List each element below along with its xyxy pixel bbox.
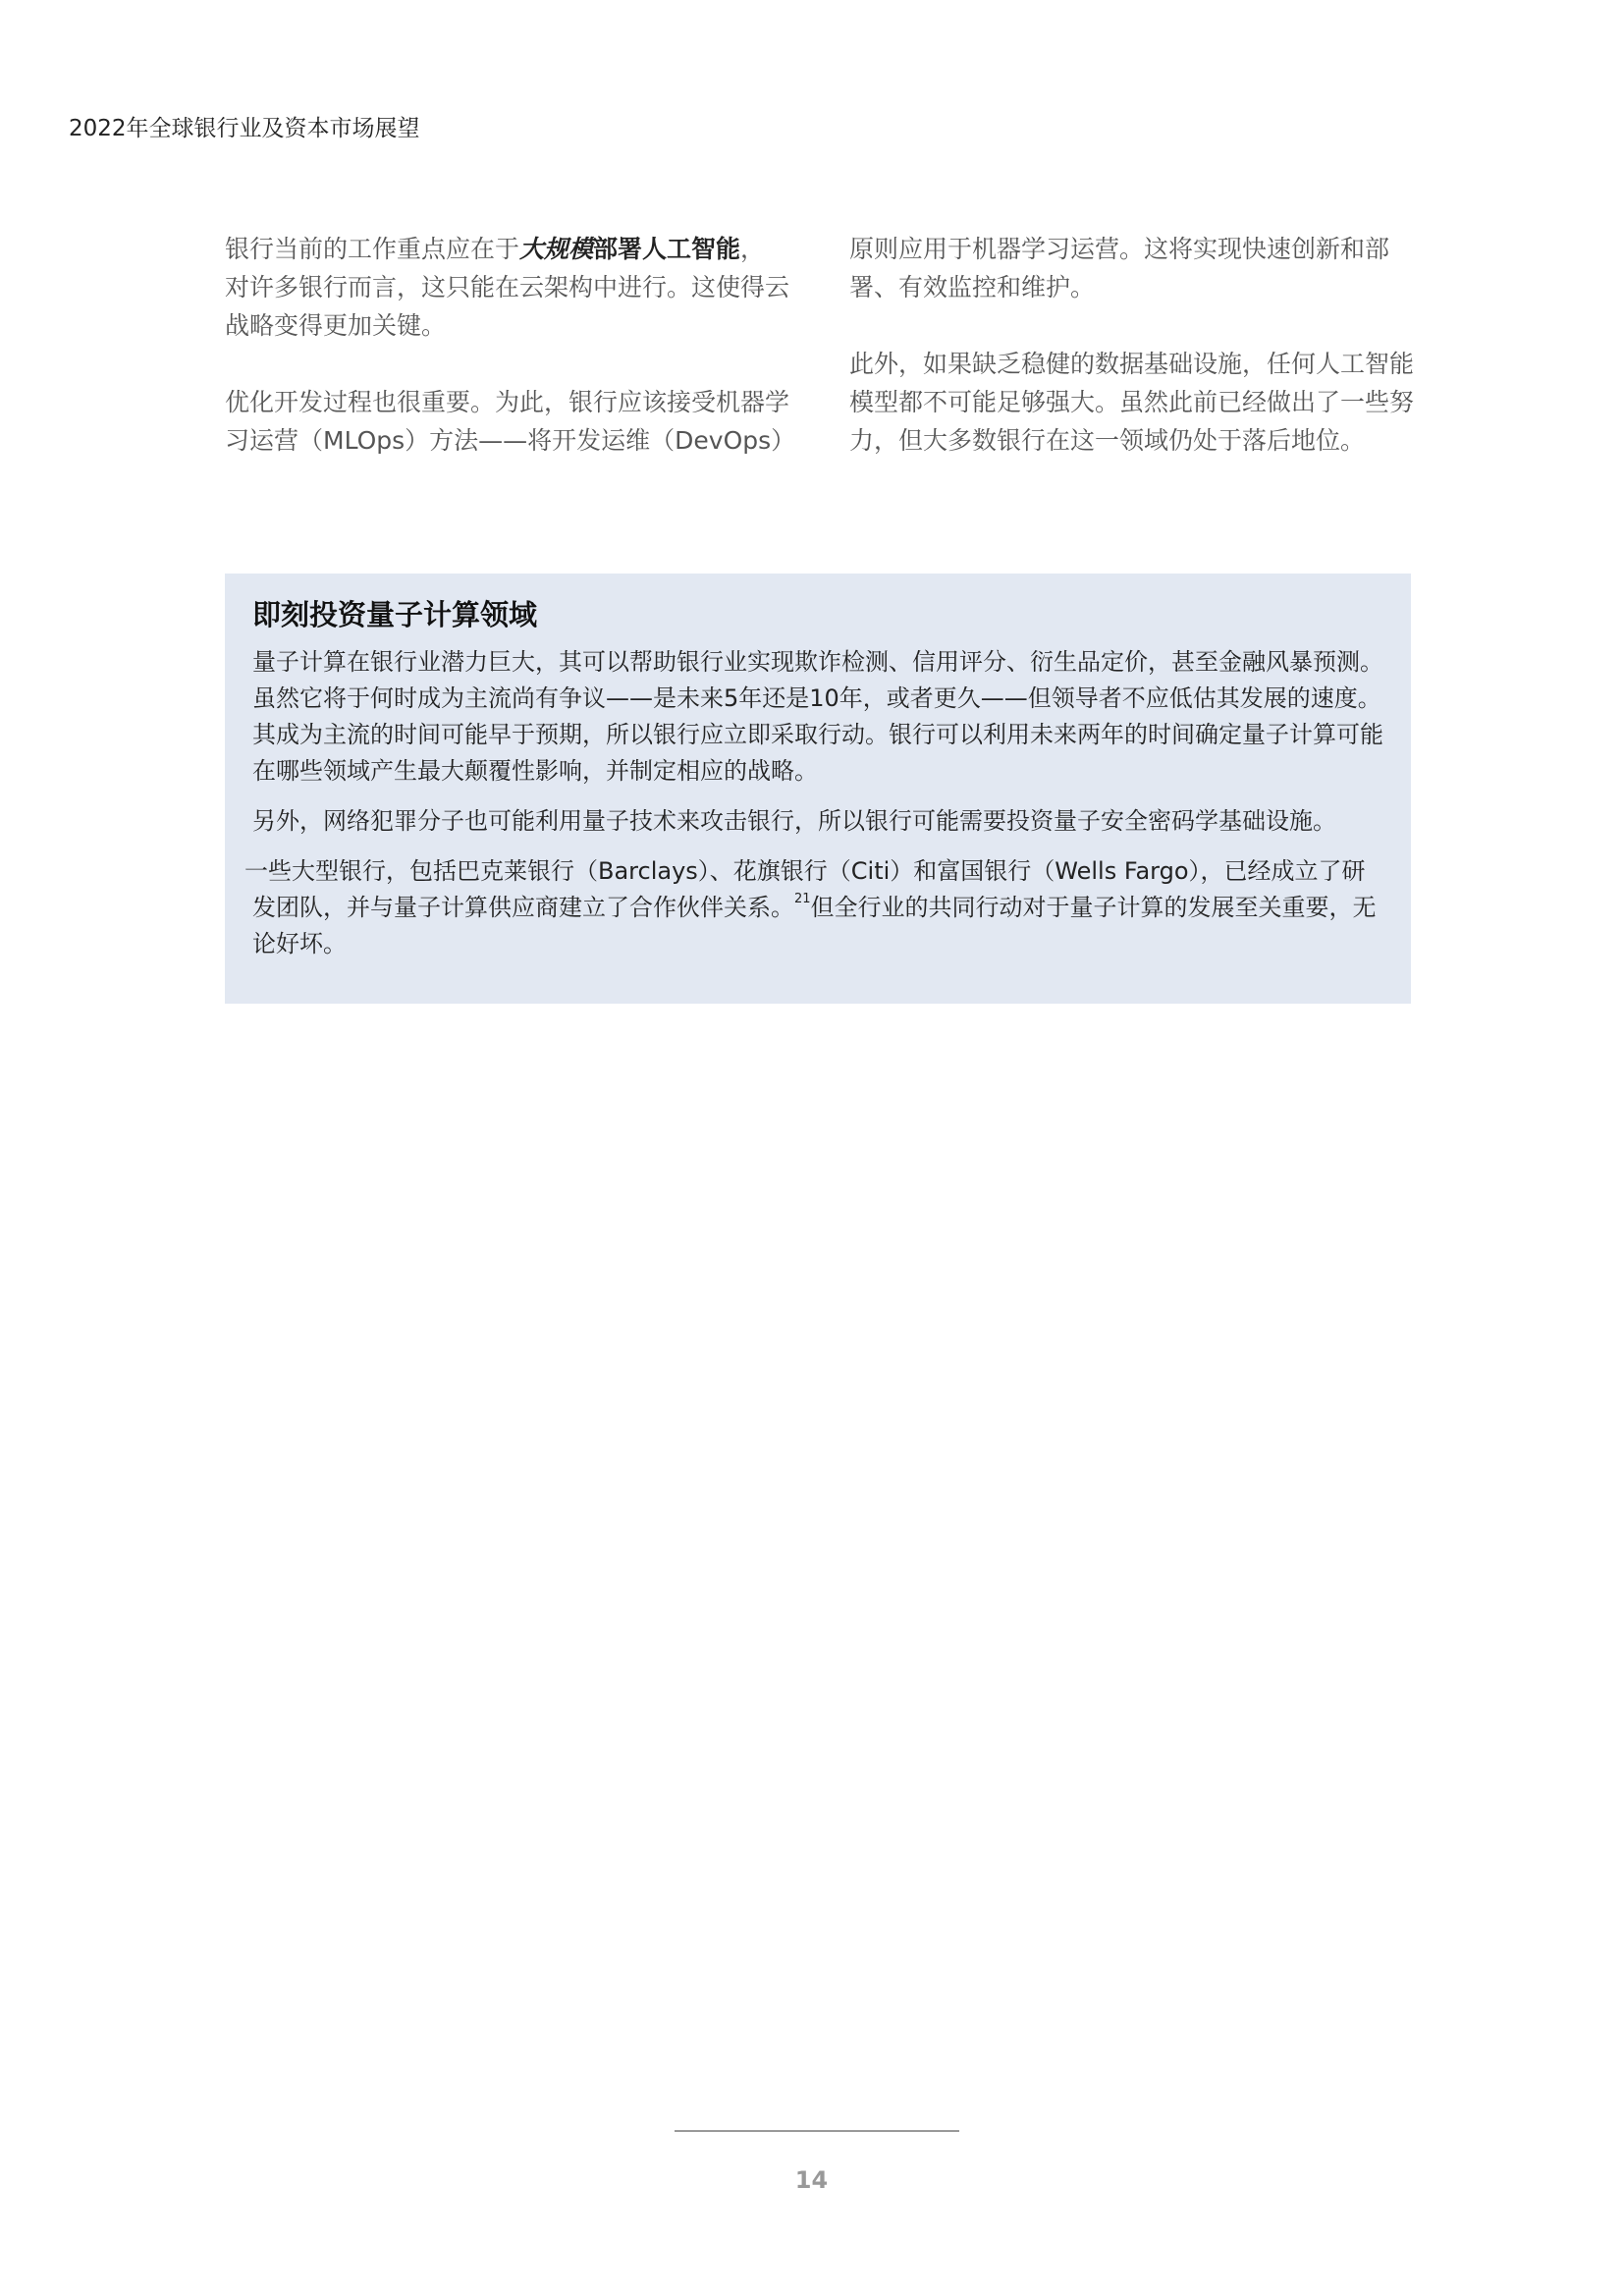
callout-text: 但全行业的共同行动对于量子计算的发展至关重要，无论好坏。 xyxy=(252,894,1377,957)
body-column-right xyxy=(849,230,1429,498)
quantum-computing-callout-box xyxy=(225,574,1411,1004)
body-text: 银行当前的工作重点应在于 xyxy=(225,235,520,263)
footer-divider xyxy=(675,2130,959,2132)
body-paragraph xyxy=(225,230,789,345)
callout-paragraph: 量子计算在银行业潜力巨大，其可以帮助银行业实现欺诈检测、信用评分、衍生品定价，甚至金融风暴预测。虽然它将于何时成为主流尚有争议——是未来5年还是10年，或者更久——但领导者不应低估其发展的速度。其成为主流的时间可能早于预期，所以银行应立即采取行动。银行可以利用未来两年的时间确定量子计算可能在哪些领域产生最大颠覆性影响，并制定相应的战略。 xyxy=(252,648,1383,785)
page-number: 14 xyxy=(794,2166,829,2194)
callout-paragraph xyxy=(244,853,1385,962)
emphasis-text: 大规模 xyxy=(519,235,594,263)
body-text: ，对许多银行而言，这只能在云架构中进行。这使得云战略变得更加关键。 xyxy=(225,235,790,340)
callout-title: 即刻投资量子计算领域 xyxy=(252,598,538,631)
body-paragraph: 优化开发过程也很重要。为此，银行应该接受机器学习运营（MLOps）方法——将开发运维（DevOps） xyxy=(225,388,796,455)
body-paragraph: 此外，如果缺乏稳健的数据基础设施，任何人工智能模型都不可能足够强大。虽然此前已经做出了一些努力，但大多数银行在这一领域仍处于落后地位。 xyxy=(849,350,1415,455)
body-column-left xyxy=(225,230,796,498)
emphasis-text: 部署人工智能 xyxy=(593,235,741,263)
body-paragraph: 原则应用于机器学习运营。这将实现快速创新和部署、有效监控和维护。 xyxy=(849,235,1390,301)
callout-text: 一些大型银行，包括巴克莱银行（Barclays）、花旗银行（Citi）和富国银行（Wells Fargo），已经成立了研发团队，并与量子计算供应商建立了合作伙伴关系。 xyxy=(244,857,1366,921)
document-header-title: 2022年全球银行业及资本市场展望 xyxy=(69,116,420,141)
footnote-reference: 21 xyxy=(794,892,811,906)
callout-paragraph: 另外，网络犯罪分子也可能利用量子技术来攻击银行，所以银行可能需要投资量子安全密码学基础设施。 xyxy=(252,807,1336,835)
